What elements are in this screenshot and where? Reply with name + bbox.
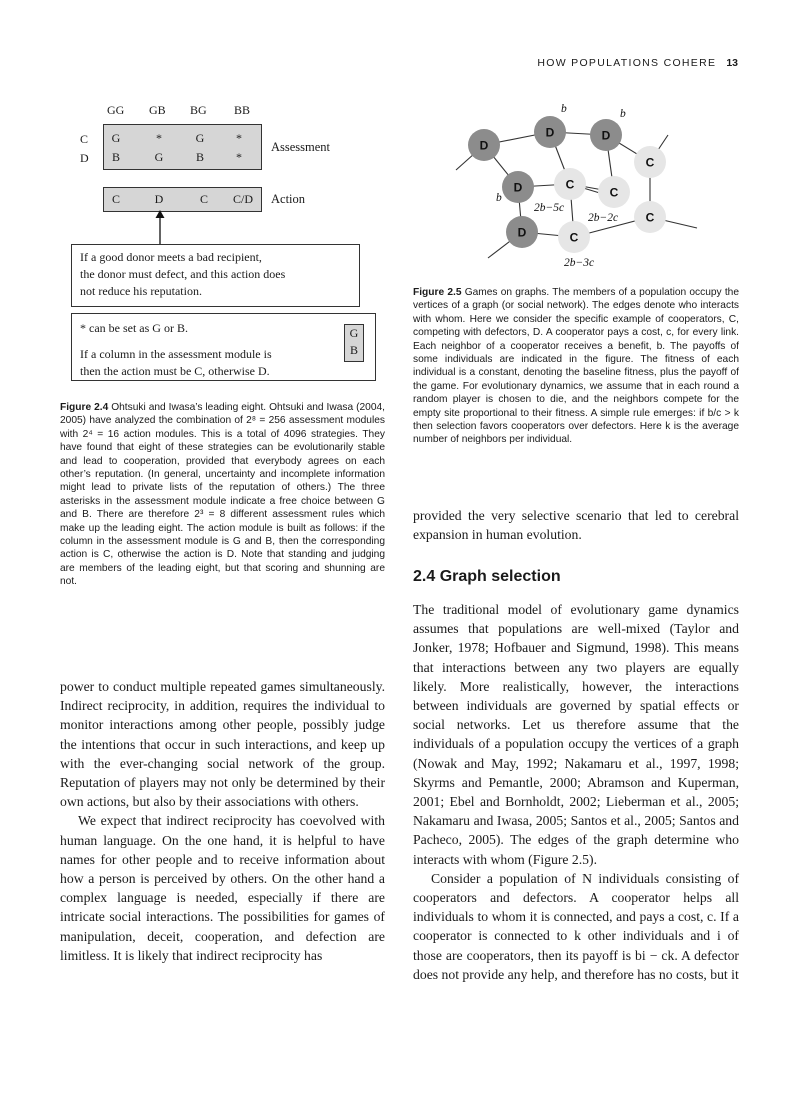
figure-2-4-caption [60, 401, 385, 589]
right-column-text [413, 600, 739, 984]
caption-text: Games on graphs. The members of a population occupy the vertices of a graph (or social network). The edges denote who interacts with whom. Here we consider the specific example of cooperators, C, competing with defectors, D. A cooperator pays a cost, c, for every link. Each neighbor of a cooperator receives a benefit, b. The payoffs of some individuals are indicated in the figure. The fitness of each individual is a constant, denoting the baseline fitness, plus the payoff of the game. For evolutionary dynamics, we assume that in each round a random player is chosen to die, and the neighbors compete for the empty site proportional to their fitness. A simple rule emerges: if b/c > k then selection favors cooperators over defectors. Here k is the average number of neighbors per individual. [413, 287, 739, 446]
node-label: C [565, 177, 575, 192]
node-label: C [569, 230, 579, 245]
payoff-label: 2b−5c [534, 202, 565, 214]
right-top-paragraph [413, 506, 739, 544]
assessment-cell: * [236, 131, 242, 145]
caption-label: Figure 2.5 [413, 287, 462, 298]
column-header: GB [149, 103, 166, 117]
assessment-cell: B [195, 150, 204, 164]
payoff-label: b [561, 103, 567, 115]
paragraph: Consider a population of N individuals consisting of cooperators and defectors. A cooperator helps all individuals to whom it is connected, and pays a cost, c. If a cooperator is connected to k other individuals and i of those are cooperators, then its payoff is bi − ck. A defector does not provide any help, and therefore has no costs, but it [413, 870, 739, 982]
node-label: D [517, 225, 527, 240]
figure-2-5-caption [413, 286, 739, 447]
assessment-cell: G [154, 150, 164, 164]
note-line: * can be set as G or B. [80, 321, 188, 335]
gb-column-box [344, 324, 364, 362]
node-label: D [479, 138, 489, 153]
row-label: C [80, 132, 89, 146]
paragraph: The traditional model of evolutionary game dynamics assumes that populations are well-mixed (Taylor and Jonker, 1978; Hofbauer and Sigmund, 1998). This means that interactions between any two players are equally likely. More realistically, however, the interactions between individuals are governed by spatial effects or social networks. Let us therefore assume that the individuals of a population occupy the vertices of a graph (Nowak and May, 1992; Nakamaru et al., 1997, 1998; Skyrms and Pemantle, 2000; Abramson and Kuperman, 2001; Ebel and Bornholdt, 2002; Lieberman et al., 2005; Nakamaru and Iwasa, 2005; Santos et al., 2005; Santos and Pacheco, 2005). The edges of the graph determine who interacts with whom (Figure 2.5). [413, 602, 739, 867]
paragraph: provided the very selective scenario that led to cerebral expansion in human evolution. [413, 508, 739, 543]
action-cell: C [199, 192, 208, 206]
node-label: C [645, 210, 655, 225]
row-label: D [80, 151, 89, 165]
assessment-cell: B [111, 150, 120, 164]
caption-label: Figure 2.4 [60, 402, 109, 413]
paragraph: power to conduct multiple repeated games simultaneously. Indirect reciprocity, in addition, requires the individual to monitor interactions among other people, possibly judge the intentions that occur in such interactions, and keep up with the ever-changing social network of the group. Reputation of players may not only be determined by their own actions, but also by their associations with others. [60, 679, 385, 810]
action-module [103, 187, 262, 212]
assessment-cell: G [195, 131, 205, 145]
note-box [71, 313, 376, 381]
gb-cell: B [349, 343, 358, 357]
note-line: If a column in the assessment module is [80, 347, 272, 361]
caption-text: Ohtsuki and Iwasa’s leading eight. Ohtsuki and Iwasa (2004, 2005) have analyzed the combination of 2⁸ = 256 assessment modules with 2⁴ = 16 action modules. This is a total of 4096 strategies. They have found that eight of these strategies can be evolutionarily stable and lead to cooperation, provided that everybody agrees on each other’s reputation. (In general, uncertainty and incomplete information might lead to private lists of the reputation of others.) The three asterisks in the assessment module indicate a free choice between G and B. There are therefore 2³ = 8 different assessment rules which make up the leading eight. The action module is built as follows: if the column in the assessment module is G and B, then the corresponding action is C, otherwise the action is D. Note that standing and judging are members of the leading eight, but that scoring and shunning are not. [60, 402, 385, 588]
node-label: D [545, 125, 555, 140]
payoff-label: b [620, 108, 626, 120]
node-label: C [645, 155, 655, 170]
running-head [470, 57, 738, 69]
callout-box [71, 244, 360, 307]
section-title: 2.4 Graph selection [413, 568, 561, 585]
running-head-title: HOW POPULATIONS COHERE [537, 57, 717, 69]
assessment-module [103, 124, 262, 170]
node-label: D [601, 128, 611, 143]
callout-line: If a good donor meets a bad recipient, [80, 250, 262, 264]
column-header: BB [234, 103, 251, 117]
assessment-label: Assessment [271, 140, 331, 154]
payoff-label: b [496, 192, 502, 204]
assessment-cell: G [111, 131, 121, 145]
paragraph: We expect that indirect reciprocity has coevolved with human language. On the one hand, it is helpful to have names for other people and to receive information about how a person is perceived by others. On the other hand a complex language is needed, especially if there are intricate social interactions. The possibilities for games of manipulation, deceit, cooperation, and defection are limitless. It is likely that indirect reciprocity has [60, 813, 385, 963]
up-arrow-icon [153, 210, 167, 246]
callout-line: not reduce his reputation. [80, 284, 202, 298]
left-column-text [60, 677, 385, 965]
assessment-cell: * [156, 131, 162, 145]
page-number: 13 [726, 57, 738, 69]
action-cell: C/D [232, 192, 253, 206]
gb-cell: G [349, 326, 359, 340]
payoff-label: 2b−3c [564, 257, 595, 269]
column-header: GG [107, 103, 125, 117]
action-cell: D [154, 192, 164, 206]
action-label: Action [271, 192, 306, 206]
node-label: D [513, 180, 523, 195]
payoff-label: 2b−2c [588, 212, 619, 224]
figure-2-5-graph [440, 100, 720, 275]
column-header: BG [190, 103, 207, 117]
note-line: then the action must be C, otherwise D. [80, 364, 270, 378]
callout-line: the donor must defect, and this action does [80, 267, 286, 281]
action-cell: C [111, 192, 120, 206]
assessment-cell: * [236, 150, 242, 164]
node-label: C [609, 185, 619, 200]
